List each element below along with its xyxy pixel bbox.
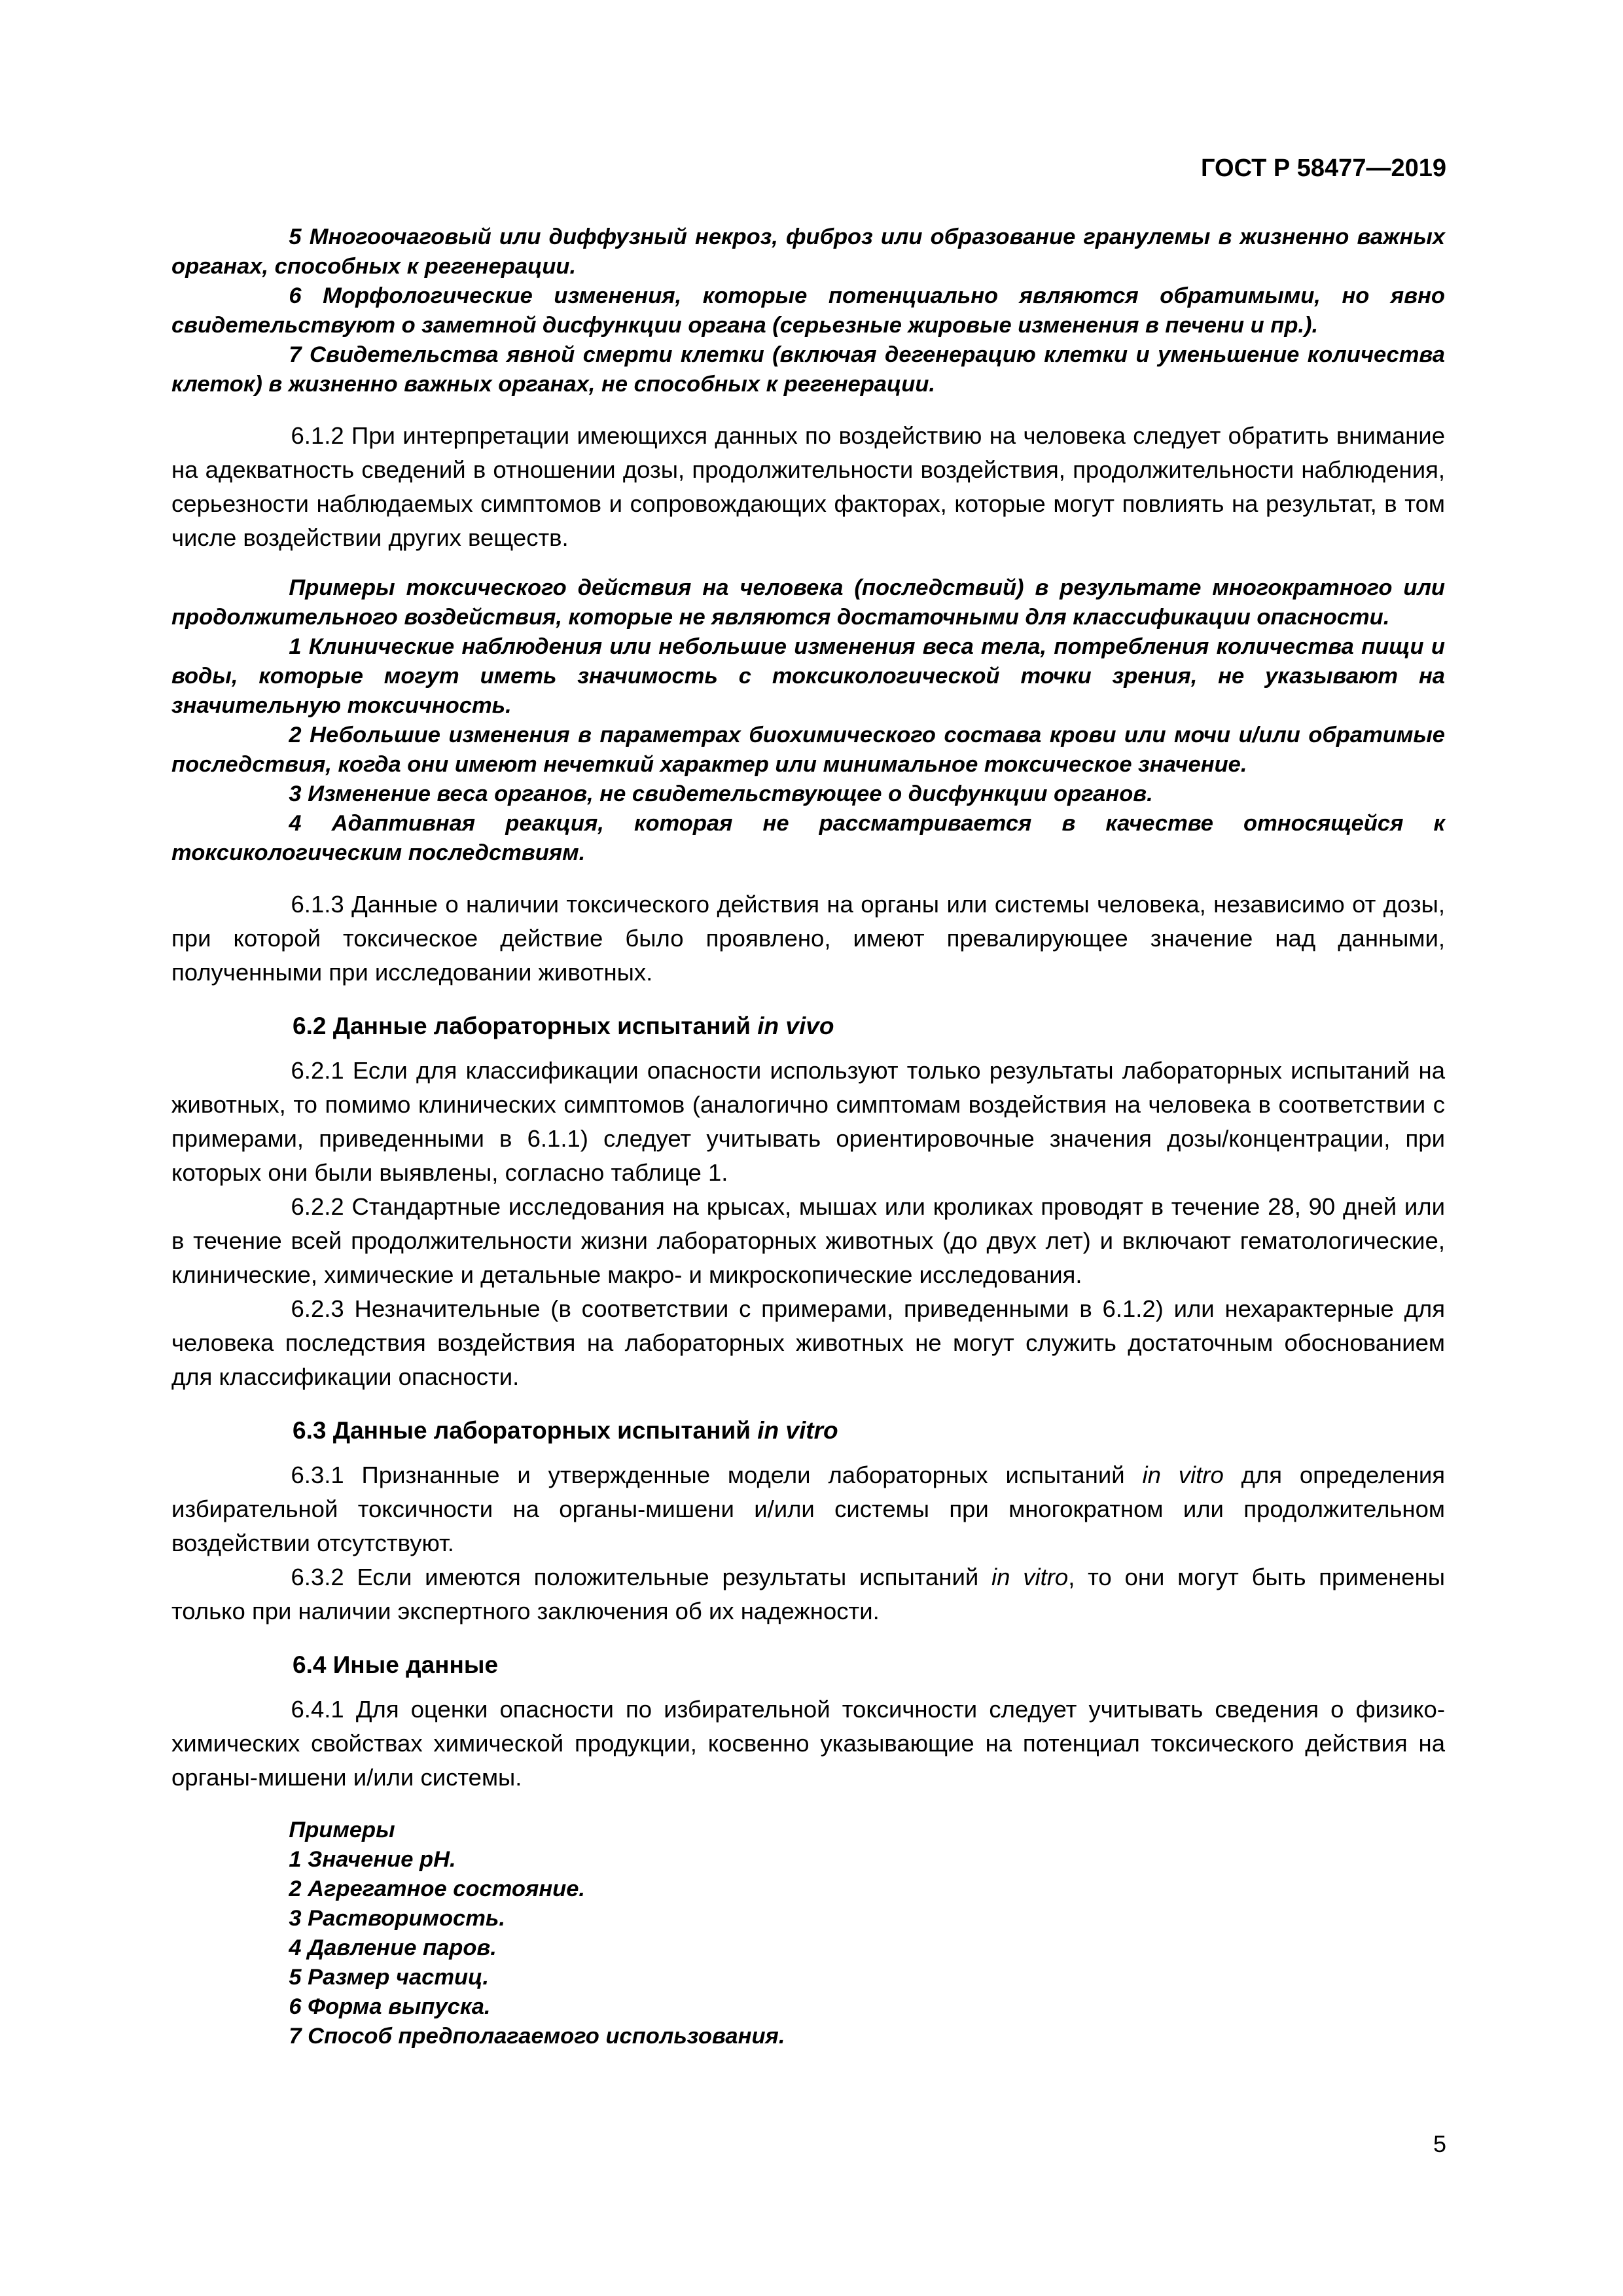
paragraph-6-3-1: 6.3.1 Признанные и утвержденные модели лабораторных испытаний in vitro для определения избирательной токсичности на органы-мишени и/или системы при многократном или продолжительном воздействии отсутствуют. [171,1462,1445,1556]
list-item: 3 Растворимость. [289,1906,505,1931]
page-number: 5 [1433,2130,1446,2157]
example-item: 2 Небольшие изменения в параметрах биохимического состава крови или мочи и/или обратимые последствия, когда они имеют нечеткий характер или минимальное токсическое значение. [171,723,1445,777]
list-item: 4 Давление паров. [289,1935,497,1960]
section-heading-6-2: 6.2 Данные лабораторных испытаний in vivo [293,1013,834,1039]
examples-title: Примеры [289,1818,395,1842]
paragraph-6-3-2: 6.3.2 Если имеются положительные результаты испытаний in vitro, то они могут быть применены только при наличии экспертного заключения об их надежности. [171,1564,1445,1624]
paragraph-6-4-1: 6.4.1 Для оценки опасности по избирательной токсичности следует учитывать сведения о физико-химических свойствах химической продукции, косвенно указывающие на потенциал токсического действия на органы-мишени и/или системы. [171,1696,1445,1791]
examples-intro: Примеры токсического действия на человека (последствий) в результате многократного или продолжительного воздействия, которые не являются достаточными для классификации опасности. [171,575,1445,630]
paragraph-6-2-1: 6.2.1 Если для классификации опасности используют только результаты лабораторных испытаний на животных, то помимо клинических симптомов (аналогично симптомам воздействия на человека в соответствии с примерами, приведенными в 6.1.1) следует учитывать ориентировочные значения дозы/концентрации, при которых они были выявлены, согласно таблице 1. [171,1057,1445,1186]
paragraph-6-1-3: 6.1.3 Данные о наличии токсического действия на органы или системы человека, независимо от дозы, при которой токсическое действие было проявлено, имеют превалирующее значение над данными, полученными при исследовании животных. [171,891,1445,986]
standard-code: ГОСТ Р 58477—2019 [1201,154,1446,182]
paragraph-6-2-3: 6.2.3 Незначительные (в соответствии с примерами, приведенными в 6.1.2) или нехарактерные для человека последствия воздействия на лабораторных животных не могут служить достаточным обоснованием для классификации опасности. [171,1295,1445,1390]
paragraph-6-1-2: 6.1.2 При интерпретации имеющихся данных по воздействию на человека следует обратить внимание на адекватность сведений в отношении дозы, продолжительности воздействия, продолжительности наблюдения, серьезности наблюдаемых симптомов и сопровождающих факторах, которые могут повлиять на результат, в том числе воздействии других веществ. [171,422,1445,551]
note-item: 5 Многоочаговый или диффузный некроз, фиброз или образование гранулемы в жизненно важных органах, способных к регенерации. [171,224,1445,279]
note-item: 6 Морфологические изменения, которые потенциально являются обратимыми, но явно свидетельствуют о заметной дисфункции органа (серьезные жировые изменения в печени и пр.). [171,283,1445,338]
section-heading-6-4: 6.4 Иные данные [293,1651,499,1678]
section-heading-6-3: 6.3 Данные лабораторных испытаний in vitro [293,1417,838,1444]
example-item: 4 Адаптивная реакция, которая не рассматривается в качестве относящейся к токсикологическим последствиям. [171,811,1445,865]
page-content [171,223,1445,2051]
list-item: 7 Способ предполагаемого использования. [289,2024,785,2049]
examples-list [171,1816,1445,2051]
list-item: 2 Агрегатное состояние. [289,1876,586,1901]
note-item: 7 Свидетельства явной смерти клетки (включая дегенерацию клетки и уменьшение количества клеток) в жизненно важных органах, не способных к регенерации. [171,342,1445,397]
example-item: 1 Клинические наблюдения или небольшие изменения веса тела, потребления количества пищи и воды, которые могут иметь значимость с токсикологической точки зрения, не указывают на значительную токсичность. [171,634,1445,718]
paragraph-6-2-2: 6.2.2 Стандартные исследования на крысах, мышах или кроликах проводят в течение 28, 90 дней или в течение всей продолжительности жизни лабораторных животных (до двух лет) и включают гематологические, клинические, химические и детальные макро- и микроскопические исследования. [171,1193,1445,1288]
list-item: 5 Размер частиц. [289,1965,489,1990]
list-item: 6 Форма выпуска. [289,1994,491,2019]
list-item: 1 Значение pH. [289,1847,456,1872]
example-item: 3 Изменение веса органов, не свидетельствующее о дисфункции органов. [289,781,1153,806]
